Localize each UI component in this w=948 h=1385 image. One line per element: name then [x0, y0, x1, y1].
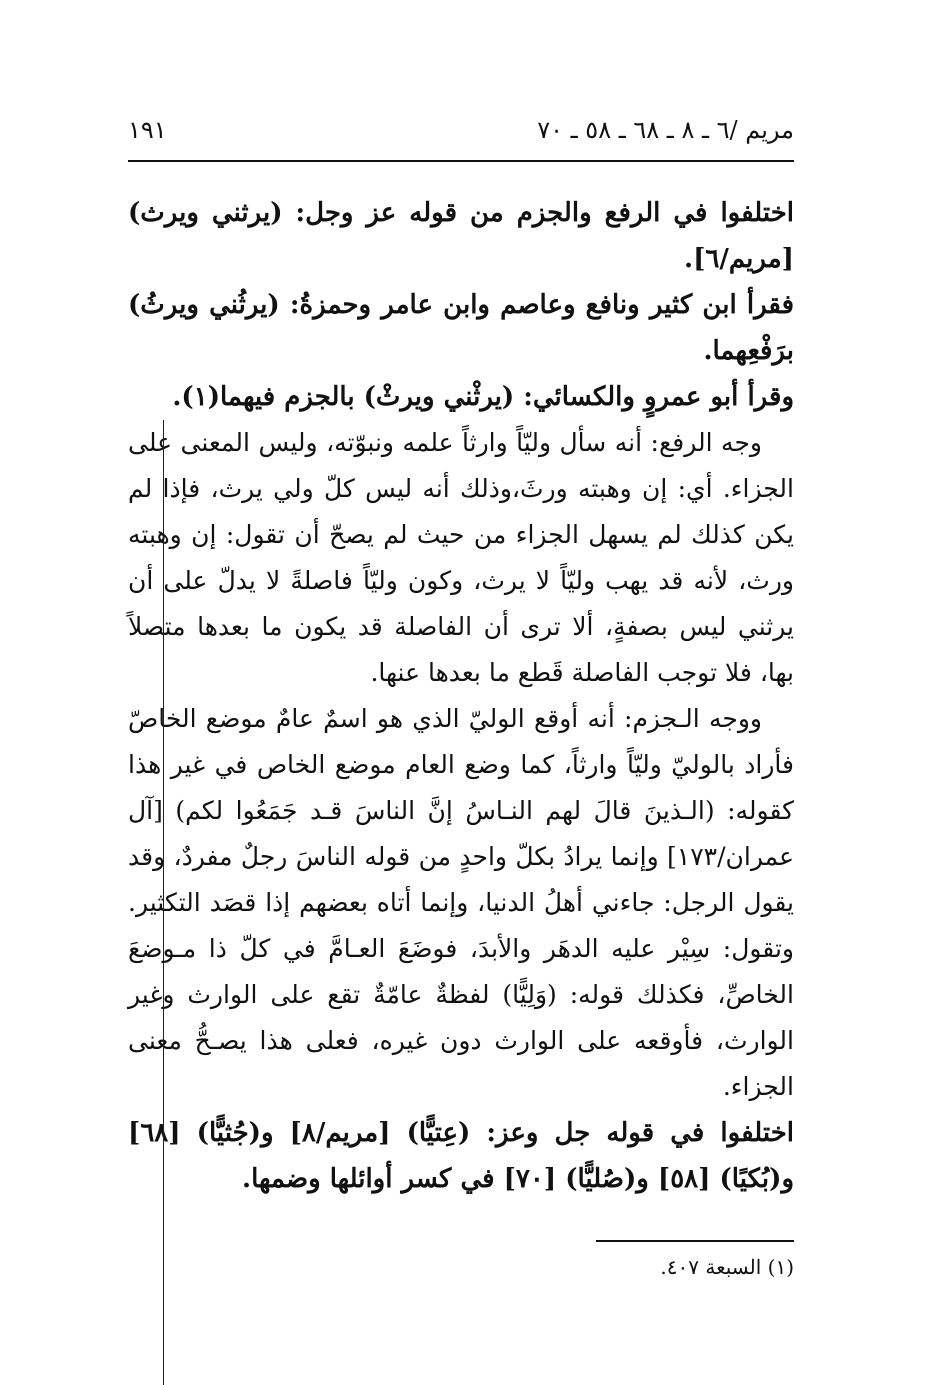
- paragraph-4: وجه الرفع: أنه سأل وليّاً وارثاً علمه ونبوّته، وليس المعنى على الجزاء. أي: إن وهبته ورثَ،وذلك أنه ليس كلّ ولي يرث، فإذا لم يكن كذلك لم يسهل الجزاء من حيث لم يصحّ أن تقول: إن وهبته ورث، لأنه قد يهب وليّاً لا يرث، وكون وليّاً فاصلةً لا يدلّ على أن يرثني ليس بصفةٍ، ألا ترى أن الفاصلة قد يكون ما بعدها متصلاً بها، فلا توجب الفاصلة قَطع ما بعدها عنها.: [128, 428, 794, 687]
- paragraph-3: وقرأ أبو عمروٍ والكسائي: (يرثْني ويرثْ) بالجزم فيهما(١).: [172, 382, 794, 412]
- margin-line: [163, 420, 164, 1385]
- paragraph-1: اختلفوا في الرفع والجزم من قوله عز وجل: (يرثني ويرث) [مريم/٦].: [128, 198, 794, 274]
- footnote: (١) السبعة ٤٠٧.: [660, 1255, 794, 1279]
- paragraph-2: فقرأ ابن كثير ونافع وعاصم وابن عامر وحمزةُ: (يرثُني ويرثُ) برَفْعِهما.: [128, 290, 794, 366]
- page-header: [128, 112, 794, 152]
- paragraph-5: ووجه الـجزم: أنه أوقع الوليّ الذي هو اسمٌ عامٌ موضع الخاصّ فأراد بالوليّ وليّاً وارثاً، كما وضع العام موضع الخاص في غير هذا كقوله: (الـذينَ قالَ لهم النـاسُ إنَّ الناسَ قـد جَمَعُوا لكم) [آل عمران/١٧٣] وإنما يرادُ بكلّ واحدٍ من قوله الناسَ رجلٌ مفردٌ، وقد يقول الرجل: جاءني أهلُ الدنيا، وإنما أتاه بعضهم إذا قصَد التكثير. وتقول: سِيْر عليه الدهَر والأبدَ، فوضَعَ العـامَّ في كلّ ذا مـوضعَ الخاصِّ، فكذلك قوله: (وَلِيًّا) لفظةٌ عامّةٌ تقع على الوارث وغير الوارث، فأوقعه على الوارث دون غيره، فعلى هذا يصـحُّ معنى الجزاء.: [128, 704, 794, 1101]
- header-rule: [128, 160, 794, 162]
- page-number: ١٩١: [128, 116, 167, 144]
- footnote-rule: [596, 1240, 794, 1242]
- paragraph-6: اختلفوا في قوله جل وعز: (عِتيًّا) [مريم/٨] و(جُثيًّا) [٦٨] و(بُكيًا) [٥٨] و(صُليًّا) [٧٠] في كسر أوائلها وضمها.: [128, 1118, 794, 1194]
- running-head: مريم /٦ ـ ٨ ـ ٦٨ ـ ٥٨ ـ ٧٠: [537, 116, 794, 144]
- body-text: [128, 190, 794, 1202]
